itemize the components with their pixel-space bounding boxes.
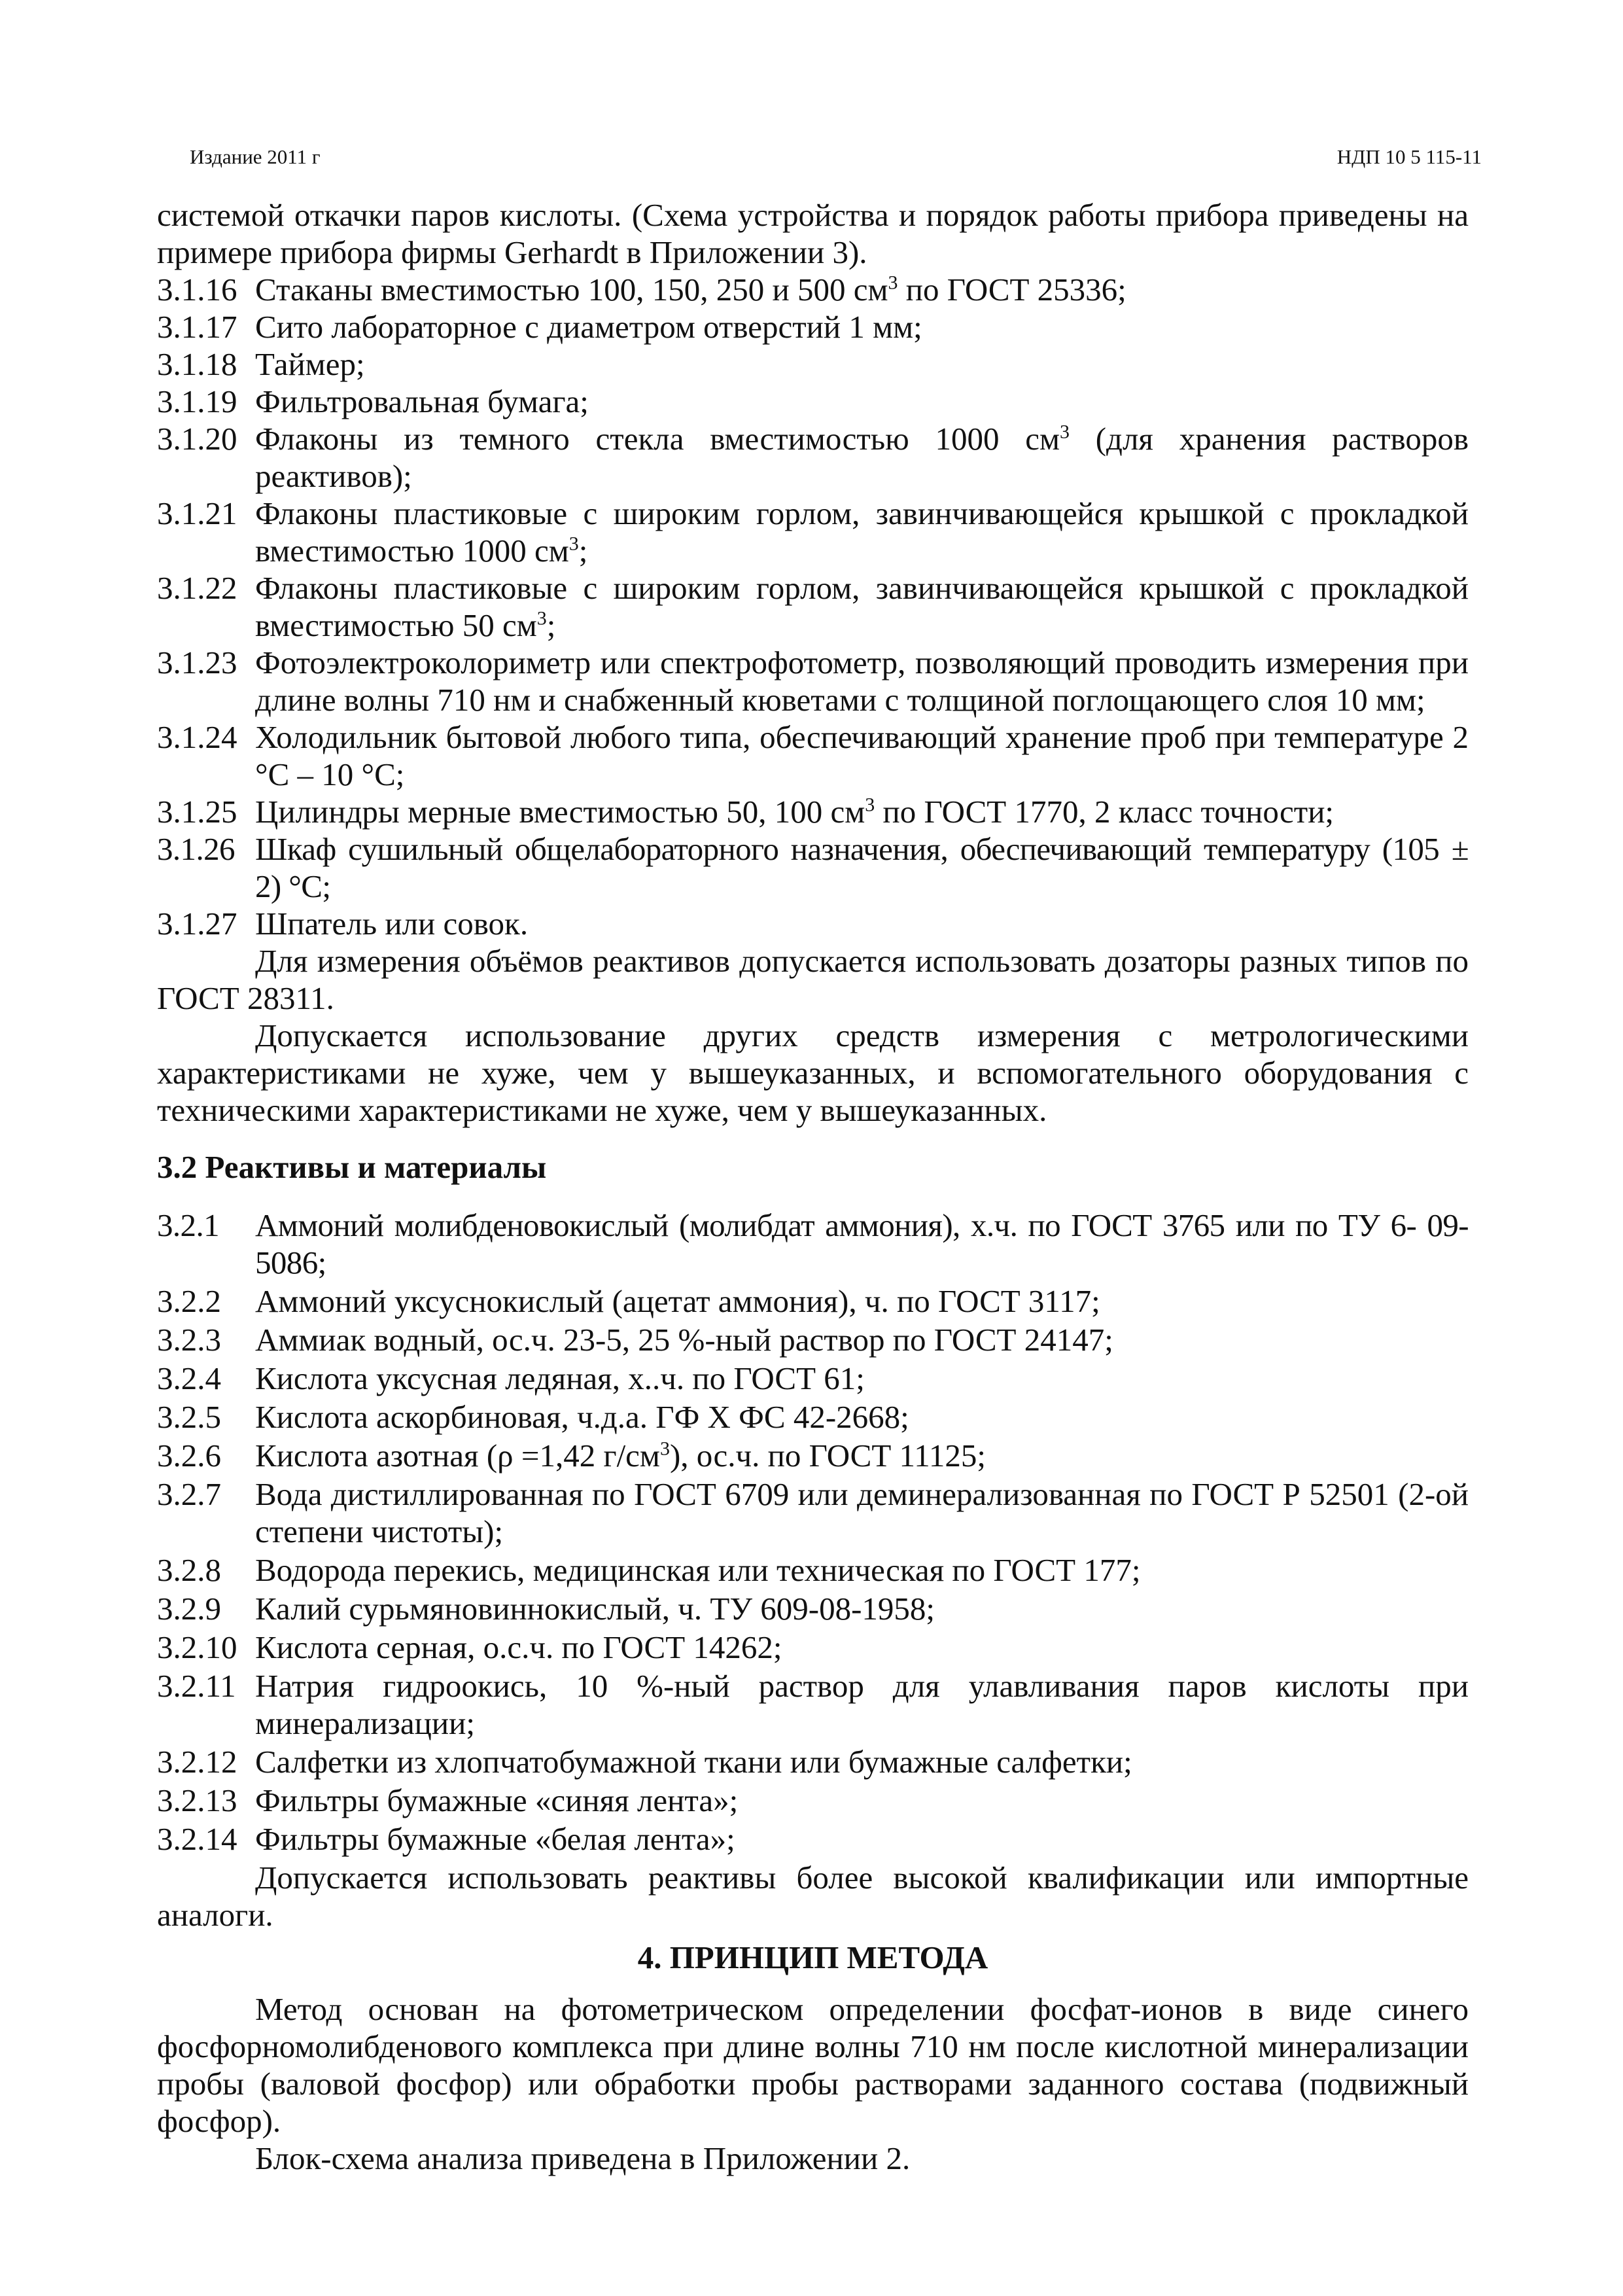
edition-label: Издание 2011 г bbox=[190, 145, 321, 168]
item-text: Аммоний уксуснокислый (ацетат аммония), ч. по ГОСТ 3117; bbox=[255, 1283, 1100, 1319]
item-text: Фильтры бумажные «белая лента»; bbox=[255, 1821, 735, 1857]
item-number: 3.2.3 bbox=[157, 1322, 221, 1358]
reagent-item bbox=[157, 1590, 1469, 1627]
item-text: Фотоэлектроколориметр или спектрофотометр, позволяющий проводить измерения при длине волны 710 нм и снабженный кюветами с толщиной поглощающего слоя 10 мм; bbox=[255, 645, 1469, 718]
reagent-item bbox=[157, 1551, 1469, 1589]
note-dispensers: Для измерения объёмов реактивов допускается использовать дозаторы разных типов по ГОСТ 28311. bbox=[157, 943, 1469, 1016]
item-text: Сито лабораторное с диаметром отверстий 1 мм; bbox=[255, 309, 922, 345]
item-number: 3.2.14 bbox=[157, 1821, 237, 1857]
item-number: 3.1.26 bbox=[157, 831, 235, 867]
section-heading-method: 4. ПРИНЦИП МЕТОДА bbox=[637, 1939, 988, 1975]
item-number: 3.2.8 bbox=[157, 1552, 221, 1588]
reagent-item bbox=[157, 1398, 1469, 1436]
reagent-list bbox=[157, 1207, 1469, 1858]
item-number: 3.1.21 bbox=[157, 495, 237, 531]
item-number: 3.2.5 bbox=[157, 1399, 221, 1435]
method-paragraph: Метод основан на фотометрическом определении фосфат-ионов в виде синего фосфорномолибденового комплекса при длине волны 710 нм после кислотной минерализации пробы (валовой фосфор) или обработки пробы растворами заданного состава (подвижный фосфор). bbox=[157, 1991, 1469, 2139]
intro-paragraph: системой откачки паров кислоты. (Схема устройства и порядок работы прибора приведены на примере прибора фирмы Gerhardt в Приложении 3). bbox=[157, 197, 1469, 270]
reagent-item bbox=[157, 1629, 1469, 1666]
superscript: 3 bbox=[659, 1438, 670, 1460]
item-text: Вода дистиллированная по ГОСТ 6709 или деминерализованная по ГОСТ Р 52501 (2-ой степени чистоты); bbox=[255, 1476, 1469, 1549]
note-reagent-quality: Допускается использовать реактивы более высокой квалификации или импортные аналоги. bbox=[157, 1860, 1469, 1933]
equipment-item bbox=[157, 905, 1469, 942]
equipment-item bbox=[157, 271, 1469, 308]
item-text-tail: по ГОСТ 1770, 2 класс точности; bbox=[875, 794, 1335, 830]
document-body bbox=[157, 196, 1469, 2177]
reagent-item bbox=[157, 1667, 1469, 1742]
item-text-tail: (для хранения растворов реактивов); bbox=[255, 421, 1469, 494]
item-text: Кислота уксусная ледяная, х..ч. по ГОСТ 61; bbox=[255, 1360, 865, 1396]
item-number: 3.1.24 bbox=[157, 719, 237, 755]
item-text-tail: ; bbox=[578, 533, 588, 569]
reagent-item bbox=[157, 1743, 1469, 1780]
item-text: Флаконы пластиковые с широким горлом, завинчивающейся крышкой с прокладкой вместимостью 50 см bbox=[255, 570, 1469, 643]
superscript: 3 bbox=[536, 607, 547, 629]
item-text: Шпатель или совок. bbox=[255, 906, 529, 942]
item-number: 3.2.12 bbox=[157, 1744, 237, 1780]
document-code: НДП 10 5 115-11 bbox=[1336, 145, 1482, 168]
item-number: 3.1.17 bbox=[157, 309, 237, 345]
item-text: Натрия гидроокись, 10 %-ный раствор для улавливания паров кислоты при минерализации; bbox=[255, 1668, 1469, 1741]
superscript: 3 bbox=[1059, 421, 1070, 443]
item-number: 3.2.10 bbox=[157, 1629, 237, 1665]
item-text: Холодильник бытовой любого типа, обеспечивающий хранение проб при температуре 2 °С – 10 °С; bbox=[255, 719, 1469, 792]
equipment-item bbox=[157, 830, 1469, 905]
item-number: 3.2.1 bbox=[157, 1207, 220, 1243]
note-alternatives: Допускается использование других средств измерения с метрологическими характеристиками не хуже, чем у вышеуказанных, и вспомогательного оборудования с техническими характеристиками не хуже, чем у вышеуказанных. bbox=[157, 1017, 1469, 1128]
equipment-item bbox=[157, 383, 1469, 420]
reagent-item bbox=[157, 1782, 1469, 1819]
item-text: Водорода перекись, медицинская или техническая по ГОСТ 177; bbox=[255, 1552, 1141, 1588]
equipment-item bbox=[157, 793, 1469, 830]
item-number: 3.1.16 bbox=[157, 272, 237, 308]
item-text: Шкаф сушильный общелабораторного назначения, обеспечивающий температуру (105 ± 2) °С; bbox=[255, 831, 1469, 904]
item-text: Флаконы пластиковые с широким горлом, завинчивающейся крышкой с прокладкой вместимостью 1000 см bbox=[255, 495, 1469, 569]
superscript: 3 bbox=[888, 272, 898, 294]
item-text: Кислота аскорбиновая, ч.д.а. ГФ X ФС 42-2668; bbox=[255, 1399, 909, 1435]
equipment-item bbox=[157, 345, 1469, 383]
reagent-item bbox=[157, 1820, 1469, 1858]
item-number: 3.1.25 bbox=[157, 794, 237, 830]
item-number: 3.1.22 bbox=[157, 570, 237, 606]
item-text: Таймер; bbox=[255, 346, 365, 382]
item-number: 3.1.18 bbox=[157, 346, 237, 382]
item-text: Фильтровальная бумага; bbox=[255, 383, 589, 419]
item-number: 3.2.9 bbox=[157, 1591, 221, 1627]
equipment-item bbox=[157, 569, 1469, 644]
item-text-tail: ), ос.ч. по ГОСТ 11125; bbox=[669, 1438, 986, 1474]
item-number: 3.1.19 bbox=[157, 383, 237, 419]
reagent-item bbox=[157, 1207, 1469, 1281]
superscript: 3 bbox=[568, 533, 579, 555]
item-text: Салфетки из хлопчатобумажной ткани или бумажные салфетки; bbox=[255, 1744, 1132, 1780]
reagent-item bbox=[157, 1321, 1469, 1358]
reagent-item bbox=[157, 1475, 1469, 1550]
item-text: Кислота азотная (ρ =1,42 г/см bbox=[255, 1438, 660, 1474]
item-text: Цилиндры мерные вместимостью 50, 100 см bbox=[255, 794, 865, 830]
section-heading-reagents: 3.2 Реактивы и материалы bbox=[157, 1149, 547, 1185]
item-number: 3.2.4 bbox=[157, 1360, 221, 1396]
equipment-item bbox=[157, 495, 1469, 569]
item-number: 3.1.27 bbox=[157, 906, 237, 942]
reagent-item bbox=[157, 1282, 1469, 1320]
item-text: Фильтры бумажные «синяя лента»; bbox=[255, 1782, 739, 1818]
equipment-list bbox=[157, 271, 1469, 942]
item-number: 3.2.6 bbox=[157, 1438, 221, 1474]
equipment-item bbox=[157, 420, 1469, 495]
superscript: 3 bbox=[865, 794, 875, 816]
item-number: 3.2.11 bbox=[157, 1668, 236, 1704]
item-number: 3.2.13 bbox=[157, 1782, 237, 1818]
item-text: Аммоний молибденовокислый (молибдат аммония), х.ч. по ГОСТ 3765 или по ТУ 6- 09-5086; bbox=[255, 1207, 1469, 1280]
item-text: Кислота серная, о.с.ч. по ГОСТ 14262; bbox=[255, 1629, 782, 1665]
item-number: 3.2.7 bbox=[157, 1476, 221, 1512]
item-number: 3.2.2 bbox=[157, 1283, 221, 1319]
item-text: Стаканы вместимостью 100, 150, 250 и 500 см bbox=[255, 272, 888, 308]
equipment-item bbox=[157, 644, 1469, 718]
item-number: 3.1.20 bbox=[157, 421, 237, 457]
reagent-item bbox=[157, 1437, 1469, 1474]
item-number: 3.1.23 bbox=[157, 645, 237, 680]
equipment-item bbox=[157, 308, 1469, 345]
method-reference: Блок-схема анализа приведена в Приложении 2. bbox=[255, 2140, 911, 2176]
item-text-tail: по ГОСТ 25336; bbox=[898, 272, 1126, 308]
item-text: Аммиак водный, ос.ч. 23-5, 25 %-ный раствор по ГОСТ 24147; bbox=[255, 1322, 1113, 1358]
item-text-tail: ; bbox=[546, 607, 556, 643]
item-text: Флаконы из темного стекла вместимостью 1000 см bbox=[255, 421, 1060, 457]
reagent-item bbox=[157, 1360, 1469, 1397]
item-text: Калий сурьмяновиннокислый, ч. ТУ 609-08-1958; bbox=[255, 1591, 935, 1627]
equipment-item bbox=[157, 718, 1469, 793]
